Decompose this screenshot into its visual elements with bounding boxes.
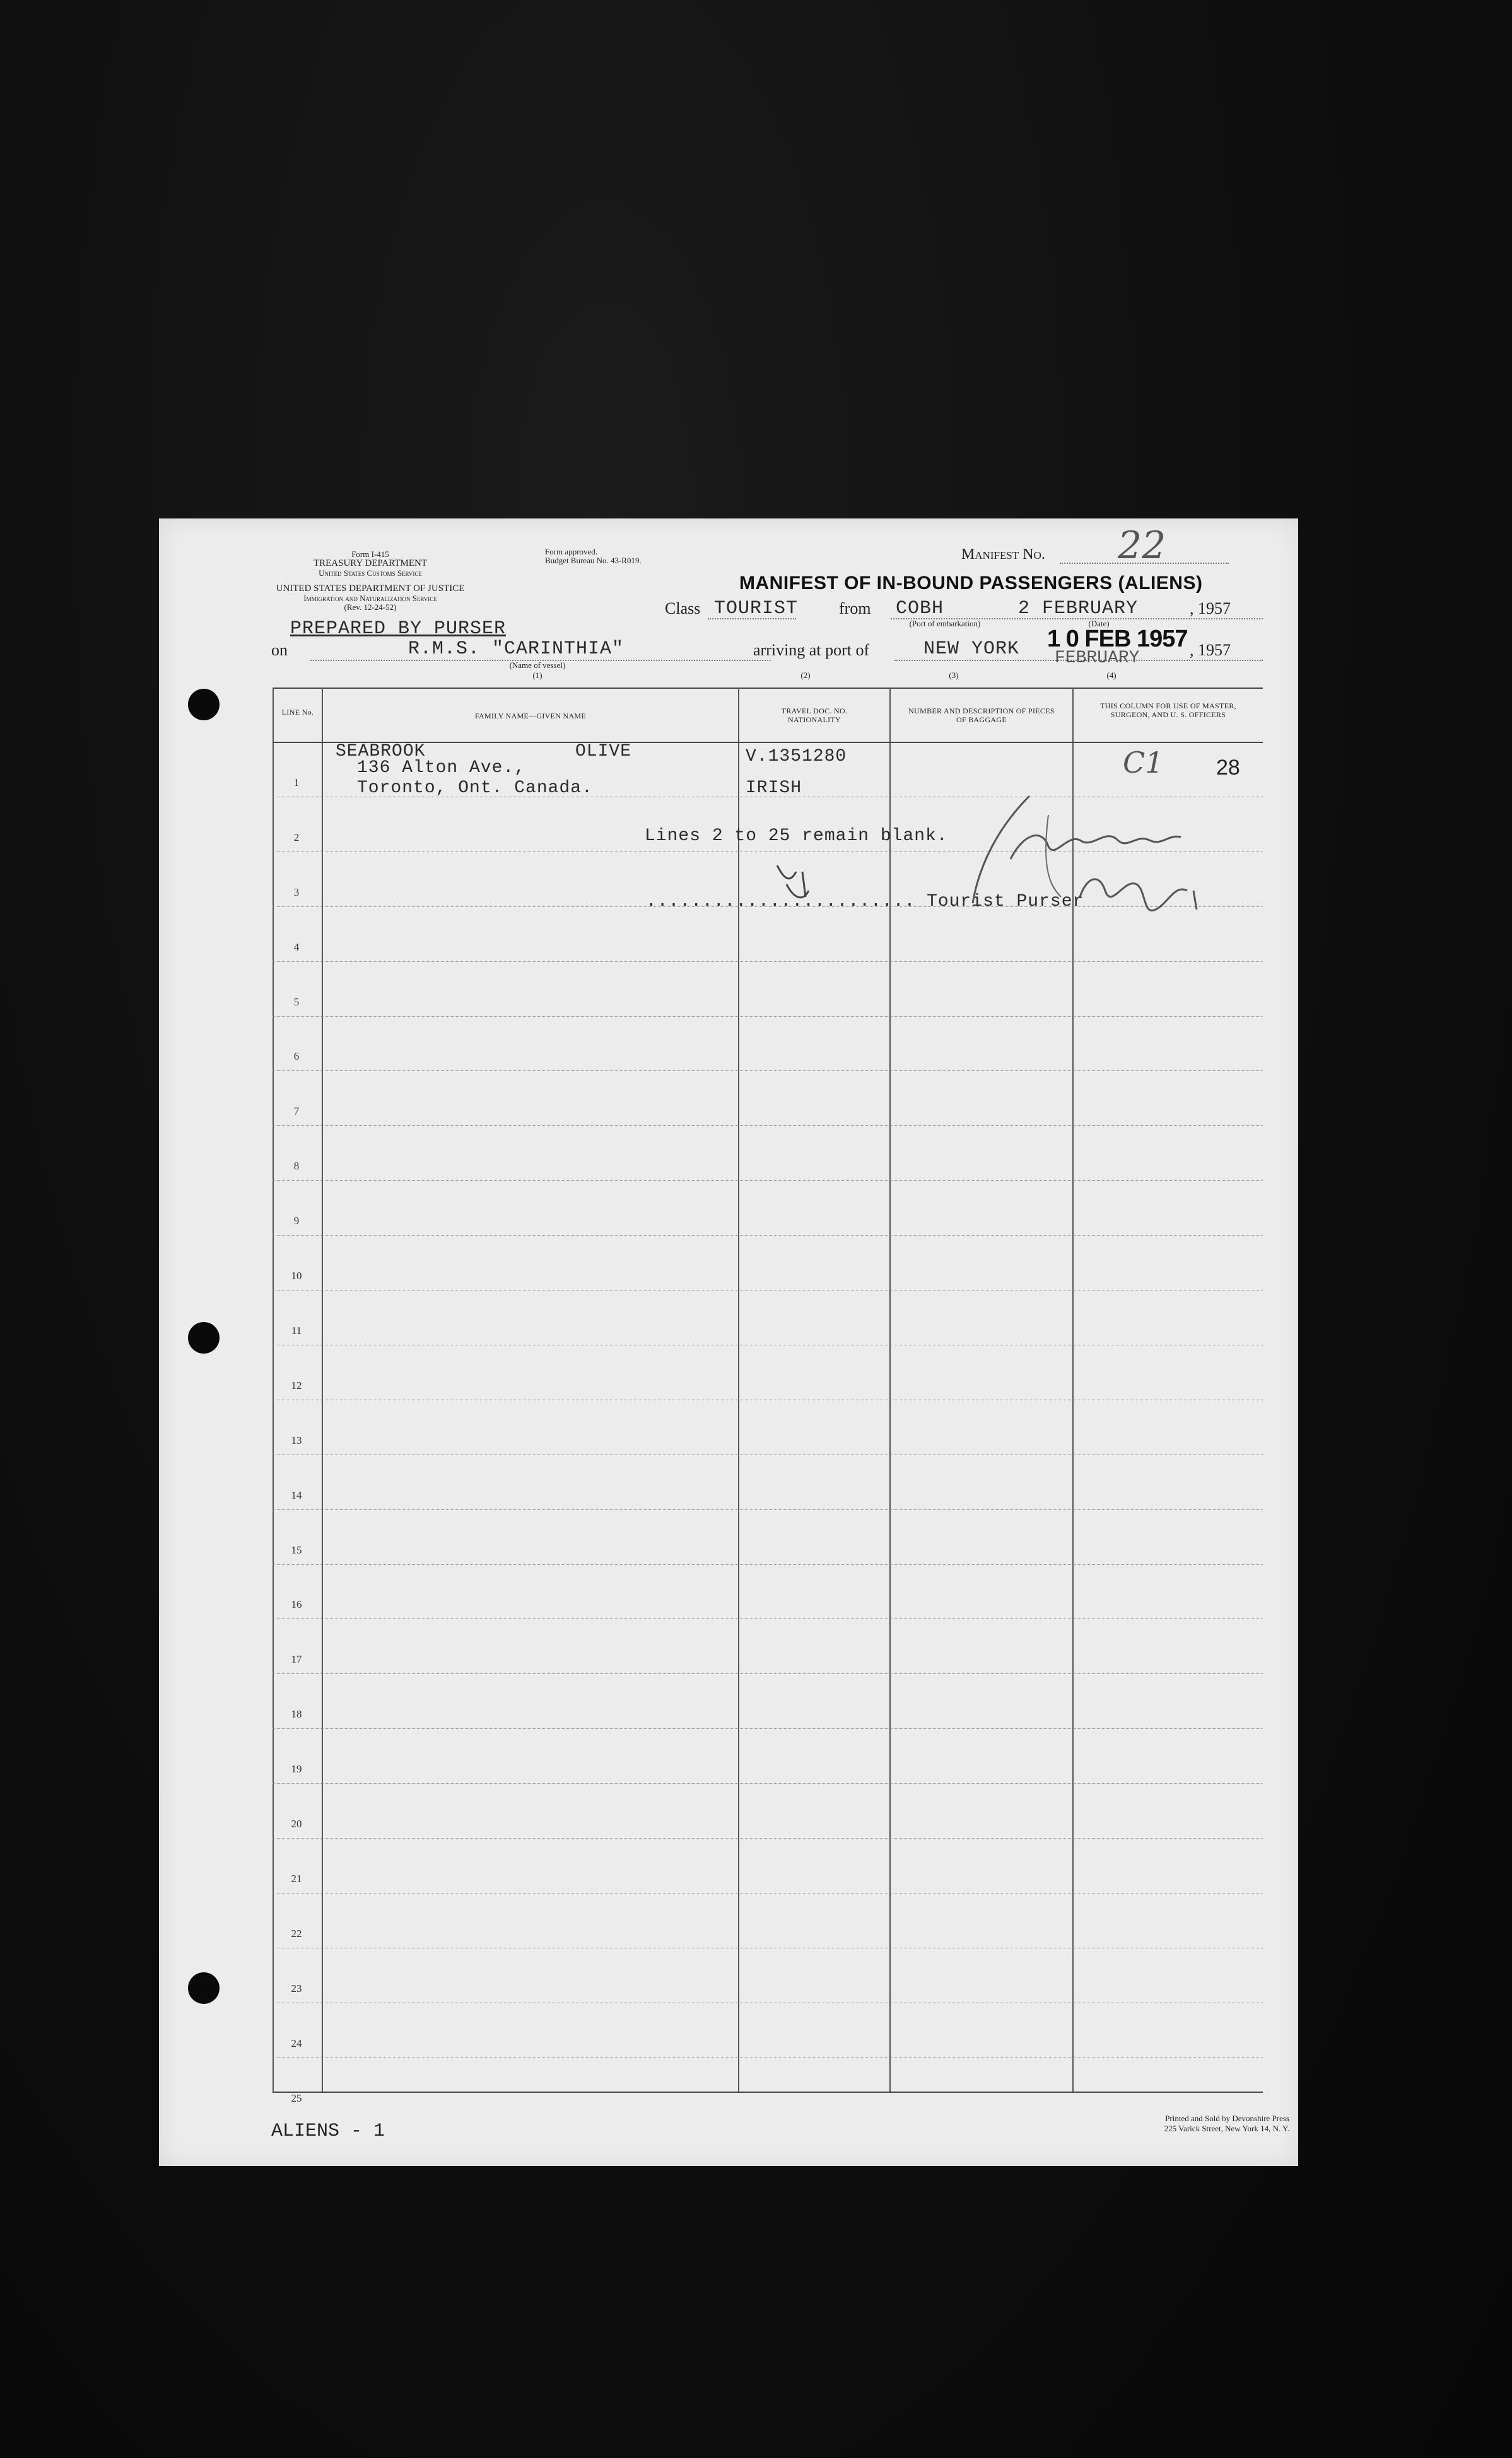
line-number-22: 22 <box>291 1928 302 1940</box>
officer-number: 28 <box>1216 756 1240 780</box>
line-number-6: 6 <box>293 1050 300 1062</box>
line-number-12: 12 <box>291 1379 302 1391</box>
arrival-port: NEW YORK <box>923 638 1020 660</box>
passenger-address-1: 136 Alton Ave., <box>357 758 526 778</box>
line-number-16: 16 <box>291 1598 302 1610</box>
row-divider <box>273 1838 1263 1839</box>
embark-year: , 1957 <box>1190 599 1231 617</box>
line-number-8: 8 <box>293 1160 300 1172</box>
passenger-address-2: Toronto, Ont. Canada. <box>357 778 593 798</box>
line-number-4: 4 <box>293 941 300 953</box>
on-label: on <box>271 641 288 659</box>
col-num-3: (3) <box>949 670 959 680</box>
line-number-18: 18 <box>291 1708 302 1720</box>
line-number-15: 15 <box>291 1544 302 1556</box>
header-line-no: LINE No. <box>281 708 314 717</box>
arrival-year: , 1957 <box>1190 641 1231 659</box>
passenger-family-name: SEABROOK <box>336 742 426 761</box>
form-approved: Form approved. <box>545 547 598 556</box>
inspector-signature <box>954 790 1307 916</box>
travel-doc-number: V.1351280 <box>746 747 847 766</box>
vessel-caption: (Name of vessel) <box>509 660 566 670</box>
line-number-13: 13 <box>291 1434 302 1446</box>
passenger-given-name: OLIVE <box>575 742 632 761</box>
line-number-10: 10 <box>291 1270 302 1282</box>
class-value: TOURIST <box>714 598 799 619</box>
col-num-1: (1) <box>532 670 542 680</box>
line-number-25: 25 <box>291 2092 302 2104</box>
row-divider <box>273 1180 1263 1181</box>
row-divider <box>273 961 1263 962</box>
line-number-11: 11 <box>291 1325 302 1337</box>
row-divider <box>273 1618 1263 1619</box>
prepared-by: PREPARED BY PURSER <box>290 618 507 640</box>
col-num-4: (4) <box>1106 670 1116 680</box>
row-divider <box>273 1728 1263 1729</box>
line-number-23: 23 <box>291 1982 302 1994</box>
header-travel-doc: TRAVEL DOC. NO. NATIONALITY <box>781 706 848 724</box>
manifest-page <box>159 518 1298 2166</box>
purser-signature-line: ........................ Tourist Purser <box>646 892 1084 911</box>
embark-caption: (Port of embarkation) <box>909 619 981 628</box>
from-label: from <box>839 599 871 617</box>
line-number-1: 1 <box>293 776 300 788</box>
printer-line-1: Printed and Sold by Devonshire Press <box>1165 2114 1289 2123</box>
row-divider <box>273 1509 1263 1510</box>
vessel-name: R.M.S. "CARINTHIA" <box>408 638 624 660</box>
embark-date: 2 FEBRUARY <box>1018 598 1139 619</box>
table-left-border <box>273 688 274 2092</box>
blank-lines-note: Lines 2 to 25 remain blank. <box>645 826 948 846</box>
col-num-2: (2) <box>800 670 811 680</box>
row-divider <box>273 1783 1263 1784</box>
arrival-date-stamp: 1 0 FEB 1957 <box>1047 626 1188 652</box>
punch-hole-top <box>188 689 220 720</box>
table-top-border <box>273 688 1263 689</box>
punch-hole-bottom <box>188 1972 220 2004</box>
table-bottom-border <box>273 2092 1263 2093</box>
line-number-20: 20 <box>291 1818 302 1830</box>
manifest-number-handwritten: 22 <box>1118 524 1166 568</box>
line-number-19: 19 <box>291 1763 302 1775</box>
header-baggage: NUMBER AND DESCRIPTION OF PIECES OF BAGGAGE <box>908 706 1055 724</box>
embark-port: COBH <box>896 598 944 619</box>
line-number-7: 7 <box>293 1105 300 1117</box>
revision: (Rev. 12-24-52) <box>344 602 397 612</box>
nationality: IRISH <box>746 778 802 798</box>
form-number: Form I-415 <box>351 549 389 559</box>
header-name: FAMILY NAME—GIVEN NAME <box>474 711 587 720</box>
row-divider <box>273 1564 1263 1565</box>
row-divider <box>273 1125 1263 1126</box>
line-number-21: 21 <box>291 1873 302 1885</box>
row-divider <box>273 2057 1263 2058</box>
manifest-no-label: Manifest No. <box>961 546 1045 563</box>
dept-justice: UNITED STATES DEPARTMENT OF JUSTICE <box>276 583 465 594</box>
arrival-month: FEBRUARY <box>1055 648 1140 668</box>
line-col-divider <box>322 688 323 2092</box>
class-label: Class <box>665 599 701 617</box>
row-divider <box>273 1454 1263 1455</box>
line-number-3: 3 <box>293 886 300 898</box>
row-divider <box>273 1016 1263 1017</box>
manifest-title: MANIFEST OF IN-BOUND PASSENGERS (ALIENS) <box>739 573 1203 594</box>
date-caption: (Date) <box>1088 619 1110 628</box>
row-divider <box>273 1235 1263 1236</box>
row-divider <box>273 1673 1263 1674</box>
department: TREASURY DEPARTMENT <box>313 558 428 568</box>
line-number-24: 24 <box>291 2037 302 2049</box>
ins-service: Immigration and Naturalization Service <box>303 594 437 603</box>
row-divider <box>273 1070 1263 1071</box>
purser-initials-signature <box>765 859 828 910</box>
line-number-2: 2 <box>293 831 300 843</box>
line-number-9: 9 <box>293 1215 300 1227</box>
customs-service: United States Customs Service <box>319 568 422 578</box>
line-number-5: 5 <box>293 996 300 1008</box>
arriving-label: arriving at port of <box>753 641 870 659</box>
printer-line-2: 225 Varick Street, New York 14, N. Y. <box>1164 2124 1289 2133</box>
header-officers: THIS COLUMN FOR USE OF MASTER, SURGEON, AND U. S. OFFICERS <box>1100 701 1236 719</box>
line-number-17: 17 <box>291 1653 302 1665</box>
footer-aliens: ALIENS - 1 <box>271 2121 385 2142</box>
line-number-14: 14 <box>291 1489 302 1501</box>
officer-mark-handwritten: C1 <box>1123 746 1164 780</box>
punch-hole-middle <box>188 1322 220 1354</box>
budget-bureau: Budget Bureau No. 43-R019. <box>545 556 642 565</box>
